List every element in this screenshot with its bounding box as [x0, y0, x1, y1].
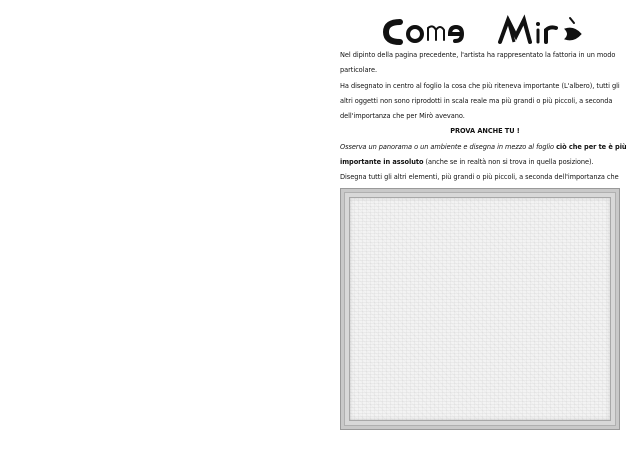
prompt-heading: PROVA ANCHE TU ! [450, 127, 520, 136]
worksheet-page [340, 0, 630, 451]
drawing-area[interactable] [349, 197, 611, 421]
instruction-start: Osserva un panorama o un ambiente e disegna in mezzo al foglio [340, 142, 557, 151]
instructions-text [340, 48, 630, 201]
instruction-end: (anche se in realtà non si trova in quella posizione). [423, 158, 594, 167]
drawing-frame-border [344, 192, 616, 426]
page-title [370, 12, 610, 48]
instruction-emphasis: ciò che per te è più importante in assoluto [340, 142, 627, 167]
drawing-frame [340, 188, 620, 430]
instruction-paragraph [340, 140, 630, 171]
final-paragraph: Disegna tutti gli altri elementi, più grandi o più piccoli, a seconda dell'importanza che [340, 173, 619, 182]
title-logo [370, 12, 610, 48]
intro-paragraph: Nel dipinto della pagina precedente, l'artista ha rappresentato la fattoria in un modo particolare. [340, 51, 616, 75]
explanation-paragraph: Ha disegnato in centro al foglio la cosa che più riteneva importante (L'albero), tutti gli altri oggetti non sono riprodotti in scala reale ma più grandi o più piccoli, a seconda dell'importanza che per Mirò avevano. [340, 81, 620, 121]
